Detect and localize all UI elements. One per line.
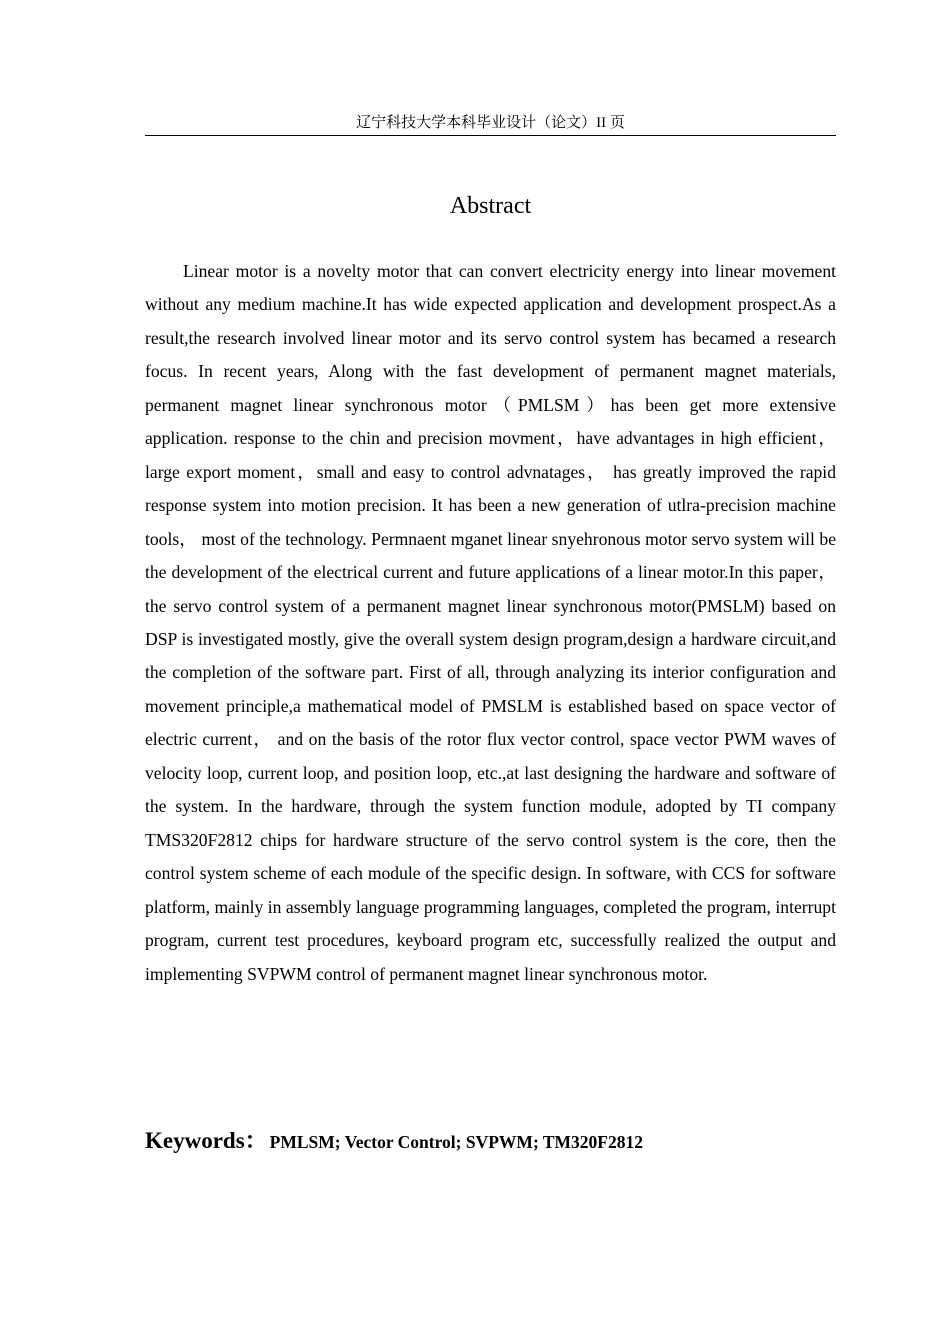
keywords-label: Keywords： [145,1128,268,1153]
keywords-values: PMLSM; Vector Control; SVPWM; TM320F2812 [269,1132,643,1152]
keywords-line [145,1124,836,1161]
abstract-body: Linear motor is a novelty motor that can convert electricity energy into linear movement without any medium machine.It has wide expected application and development prospect.As a result,the research involved linear motor and its servo control system has becamed a research focus. In recent years, Along with the fast development of permanent magnet materials, permanent magnet linear synchronous motor（PMLSM）has been get more extensive application. response to the chin and precision movment，have advantages in high efficient，large export moment，small and easy to control advnatages， has greatly improved the rapid response system into motion precision. It has been a new generation of utlra-precision machine tools， most of the technology. Permnaent mganet linear snyehronous motor servo system will be the development of the electrical current and future applications of a linear motor.In this paper， the servo control system of a permanent magnet linear synchronous motor(PMSLM) based on DSP is investigated mostly, give the overall system design program,design a hardware circuit,and the completion of the software part. First of all, through analyzing its interior configuration and movement principle,a mathematical model of PMSLM is established based on space vector of electric current， and on the basis of the rotor flux vector control, space vector PWM waves of velocity loop, current loop, and position loop, etc.,at last designing the hardware and software of the system. In the hardware, through the system function module, adopted by TI company TMS320F2812 chips for hardware structure of the servo control system is the core, then the control system scheme of each module of the specific design. In software, with CCS for software platform, mainly in assembly language programming languages, completed the program, interrupt program, current test procedures, keyboard program etc, successfully realized the output and implementing SVPWM control of permanent magnet linear synchronous motor. [145,261,836,984]
page-title: Abstract [449,193,532,219]
page-header [145,113,836,136]
header-text: 辽宁科技大学本科毕业设计（论文）II 页 [356,115,625,131]
